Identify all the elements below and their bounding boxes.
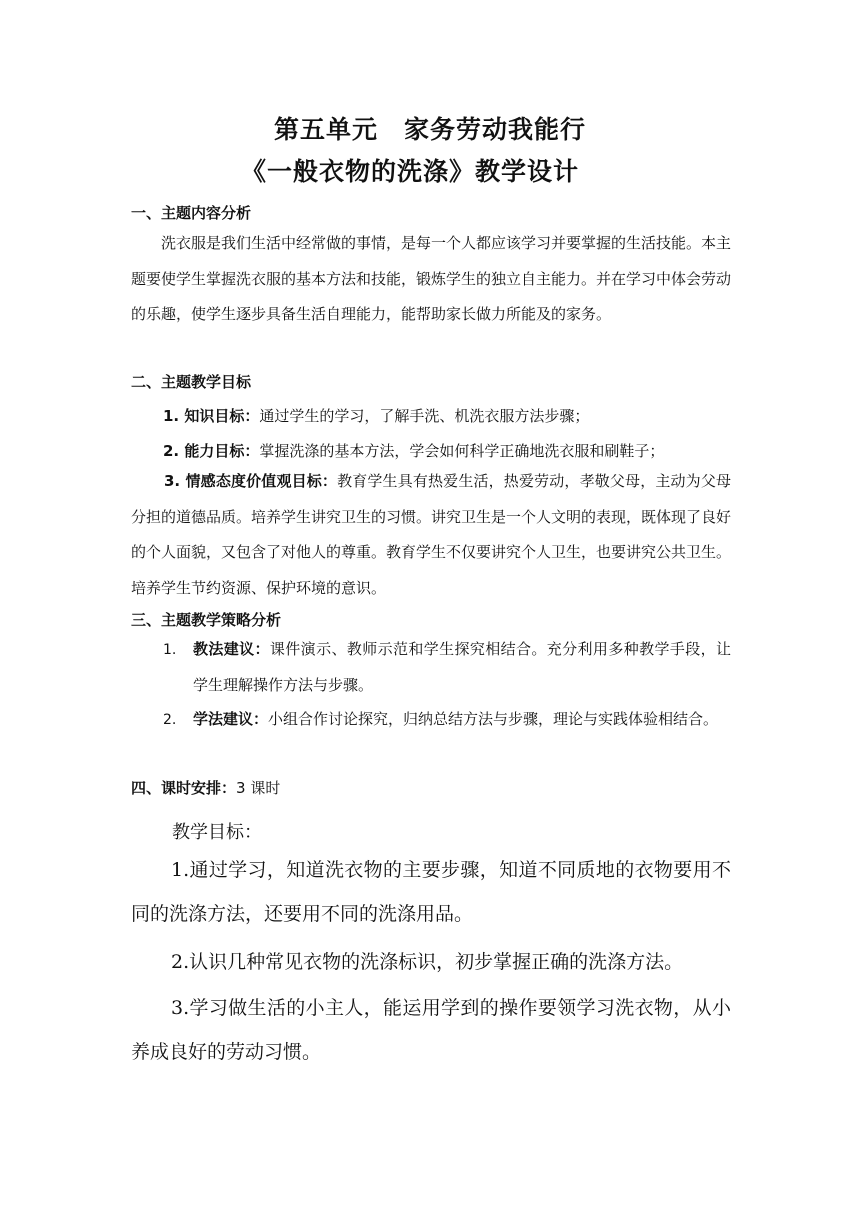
- lesson-title: 《一般衣物的洗涤》教学设计: [240, 157, 579, 186]
- goal-label: 2. 能力目标：: [163, 442, 260, 460]
- section-heading-schedule: 四、课时安排：: [131, 779, 237, 797]
- goal-label: 1. 知识目标：: [163, 407, 260, 425]
- goal-item-ability: [163, 440, 763, 461]
- section-heading-content-analysis: 一、主题内容分析: [131, 204, 252, 222]
- strategy-item-teaching: [163, 632, 731, 703]
- strategy-label: 学法建议：: [193, 710, 269, 728]
- class-hours: [131, 777, 731, 798]
- strategy-text: 课件演示、教师示范和学生探究相结合。充分利用多种教学手段，让学生理解操作方法与步骤。: [193, 640, 731, 694]
- list-number: 2.: [163, 712, 177, 728]
- strategy-label: 教法建议：: [193, 640, 270, 658]
- goal-item-emotion: [131, 464, 731, 606]
- class-hours-value: 3 课时: [236, 779, 281, 797]
- objective-item-3: 3.学习做生活的小主人，能运用学到的操作要领学习洗衣物，从小养成良好的劳动习惯。: [131, 997, 731, 1063]
- section-heading-strategy: 三、主题教学策略分析: [131, 611, 282, 629]
- section-heading-teaching-goals: 二、主题教学目标: [131, 373, 252, 391]
- objective-item-2: 2.认识几种常见衣物的洗涤标识，初步掌握正确的洗涤方法。: [171, 951, 684, 973]
- goal-text: 通过学生的学习，了解手洗、机洗衣服方法步骤；: [259, 407, 590, 425]
- goal-label: 3. 情感态度价值观目标：: [164, 472, 338, 490]
- list-number: 1.: [163, 642, 177, 658]
- goal-text: 掌握洗涤的基本方法，学会如何科学正确地洗衣服和刷鞋子；: [259, 442, 665, 460]
- strategy-text: 小组合作讨论探究，归纳总结方法与步骤，理论与实践体验相结合。: [268, 710, 719, 728]
- objective-item-1: 1.通过学习，知道洗衣物的主要步骤，知道不同质地的衣物要用不同的洗涤方法，还要用不同的洗涤用品。: [131, 859, 731, 925]
- goal-text: 教育学生具有热爱生活，热爱劳动，孝敬父母，主动为父母分担的道德品质。培养学生讲究卫生的习惯。讲究卫生是一个人文明的表现，既体现了良好的个人面貌，又包含了对他人的尊重。教育学生不仅要讲究个人卫生，也要讲究公共卫生。培养学生节约资源、保护环境的意识。: [131, 472, 732, 597]
- objectives-label: 教学目标：: [172, 822, 262, 843]
- strategy-item-learning: [163, 702, 731, 739]
- content-analysis-paragraph: 洗衣服是我们生活中经常做的事情，是每一个人都应该学习并要掌握的生活技能。本主题要使学生掌握洗衣服的基本方法和技能，锻炼学生的独立自主能力。并在学习中体会劳动的乐趣，使学生逐步具备生活自理能力，能帮助家长做力所能及的家务。: [131, 234, 732, 323]
- unit-title: 第五单元 家务劳动我能行: [273, 115, 586, 144]
- goal-item-knowledge: [163, 405, 763, 426]
